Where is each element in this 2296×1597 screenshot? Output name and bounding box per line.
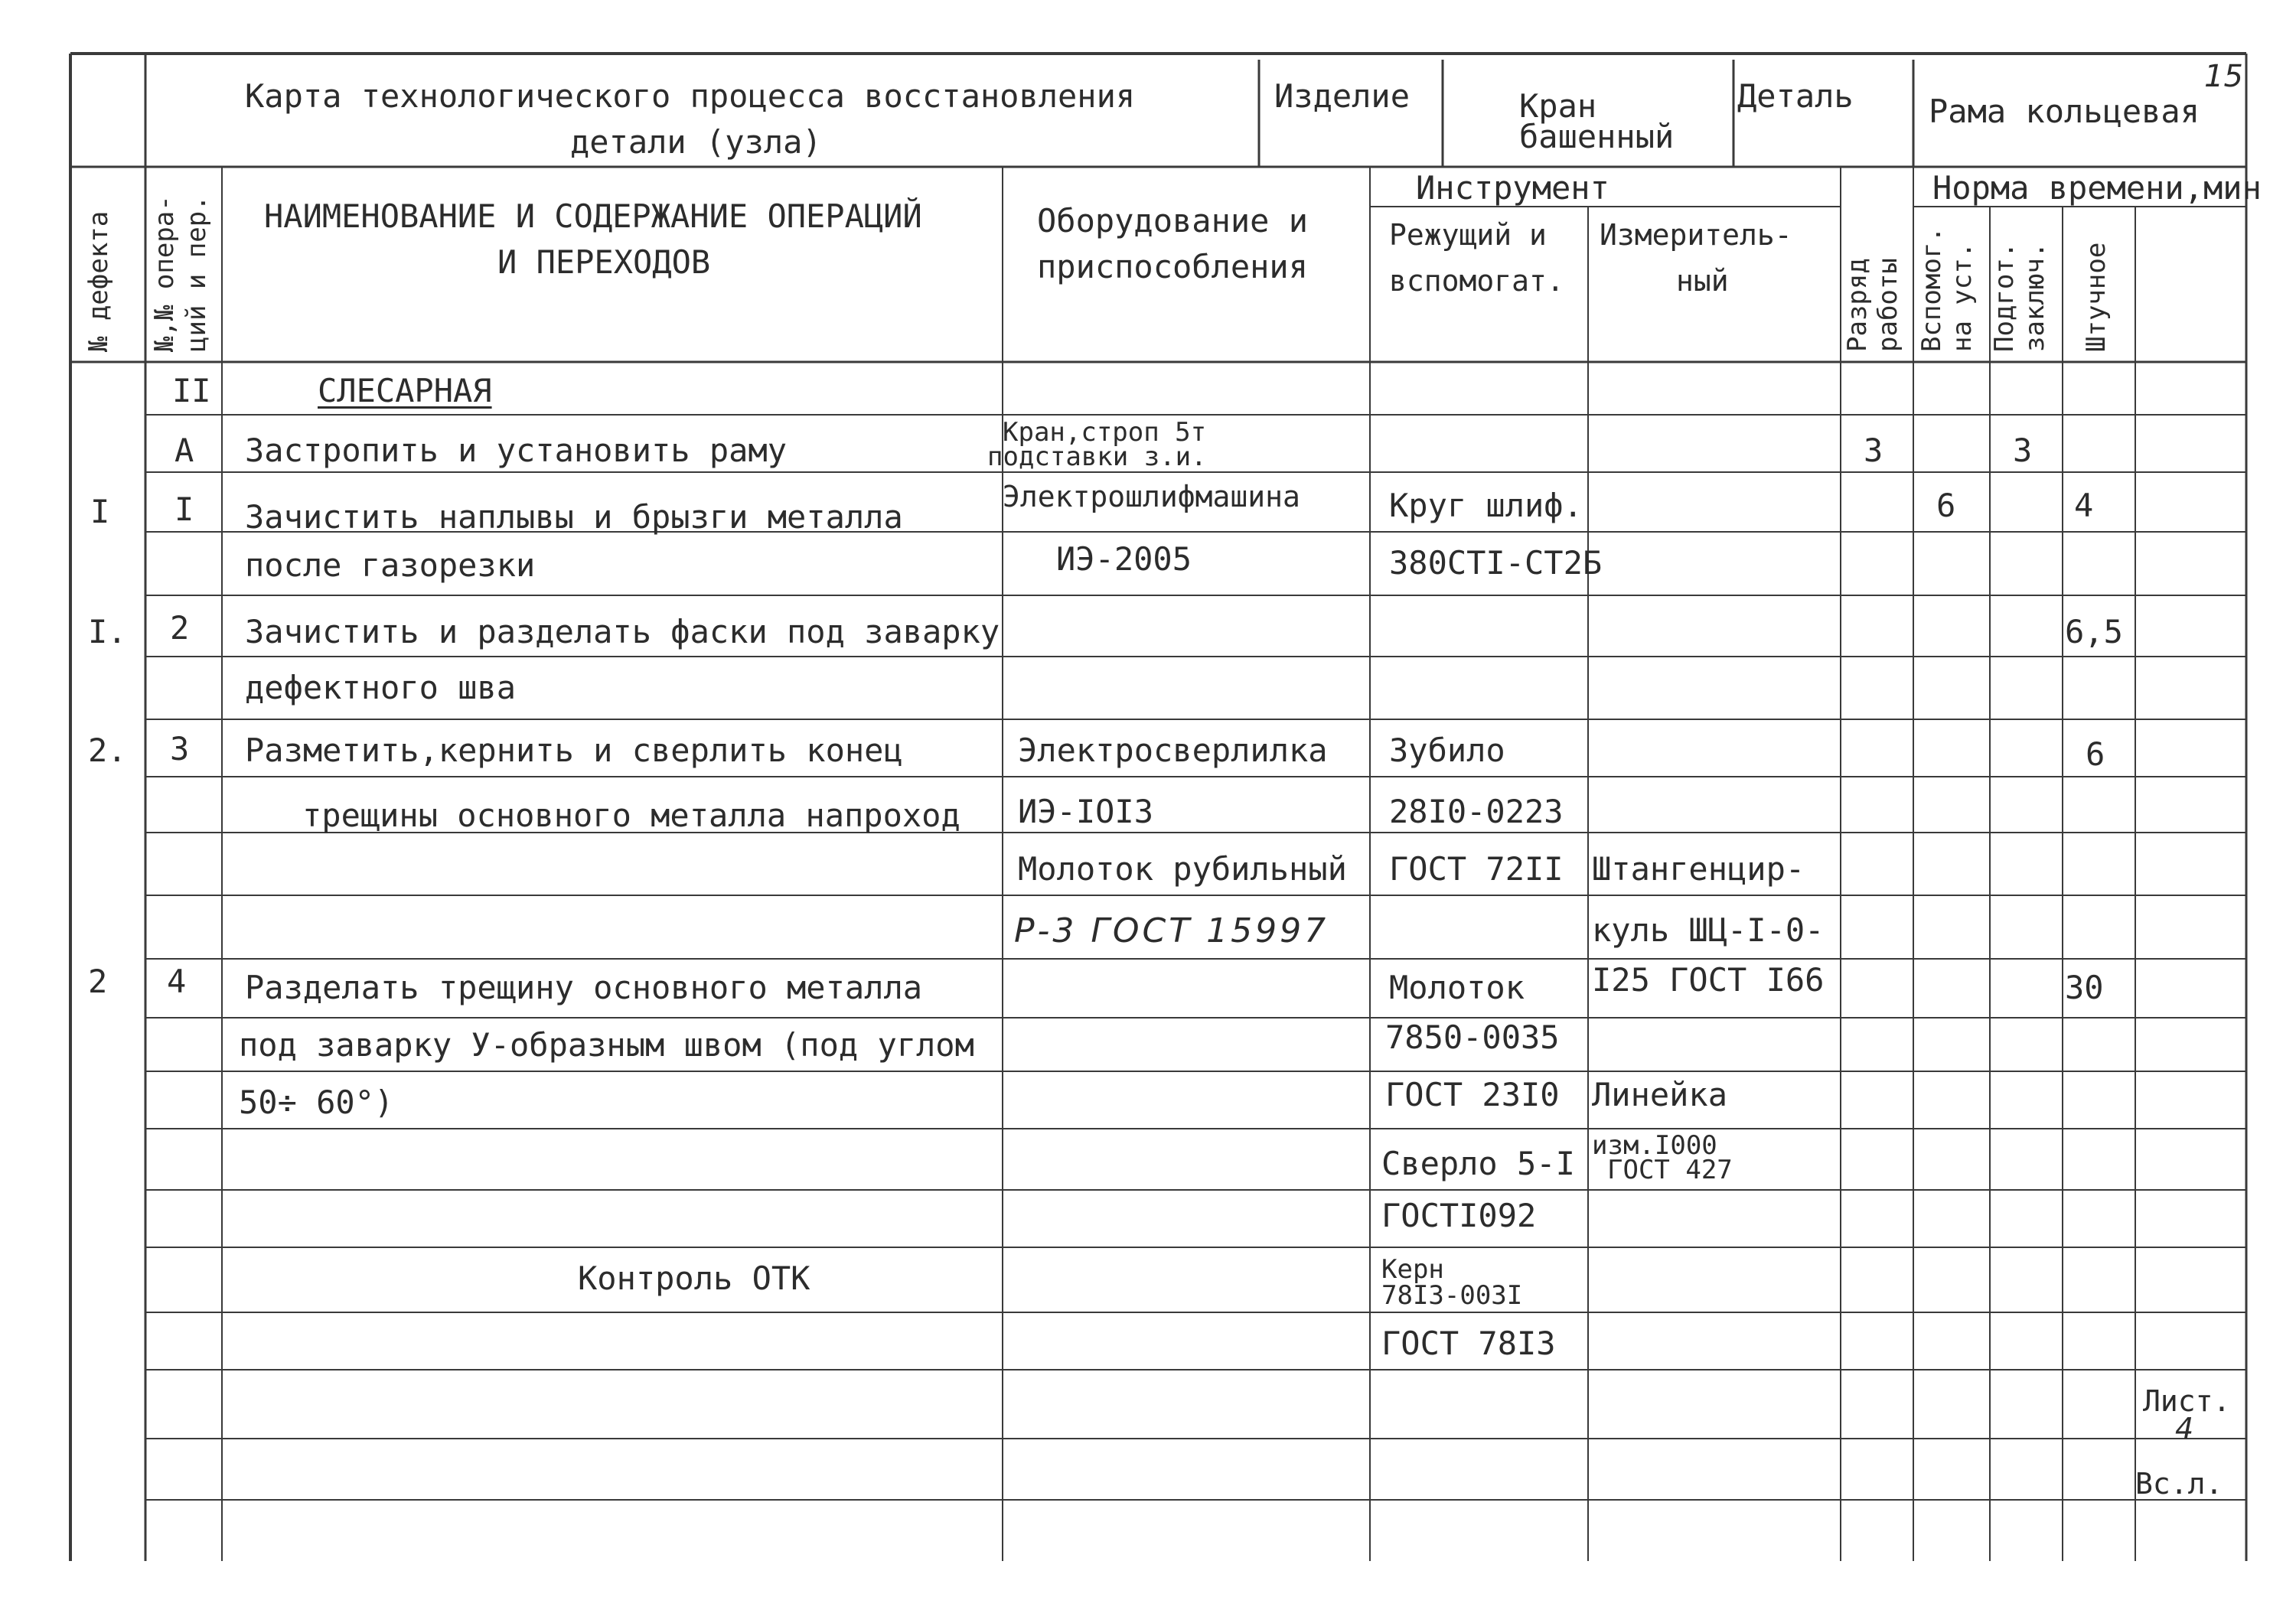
row-measuring-tool: Линейка <box>1592 1076 1728 1113</box>
row-prep-time: 3 <box>2013 432 2033 469</box>
sheet-label: Лист. <box>2143 1384 2231 1418</box>
col-defect-no: № дефекта <box>83 210 114 352</box>
row-cutting-tool: ГОСТ 23I0 <box>1385 1076 1560 1113</box>
row-op: А <box>174 432 194 469</box>
row-cutting-tool-line1: Керн <box>1381 1254 1444 1285</box>
row-equipment: ИЭ-IOI3 <box>1018 793 1154 830</box>
col-piece: Штучное <box>2081 242 2112 352</box>
row-op: 2 <box>170 609 190 647</box>
col-grade-line2: работы <box>1873 258 1903 352</box>
row-name: СЛЕСАРНАЯ <box>318 372 492 409</box>
row-piece-time: 4 <box>2074 487 2094 524</box>
row-op: I <box>174 491 194 528</box>
row-op: 4 <box>167 963 187 1000</box>
row-piece-time: 6,5 <box>2065 613 2123 650</box>
row-cutting-tool: Круг шлиф. <box>1389 487 1583 524</box>
col-equipment-line1: Оборудование и <box>1037 202 1309 240</box>
part-label: Деталь <box>1737 77 1854 115</box>
col-equipment-line2: приспособления <box>1037 248 1309 285</box>
product-label: Изделие <box>1274 77 1411 115</box>
row-cutting-tool: Сверло 5-I <box>1381 1145 1575 1182</box>
row-op: 3 <box>170 730 190 768</box>
row-equipment: Электросверлилка <box>1018 732 1328 769</box>
card-title-line1: Карта технологического процесса восстановления <box>245 77 1136 115</box>
col-prep-line1: Подгот. <box>1989 242 2020 352</box>
row-measuring-tool: куль ШЦ-I-0- <box>1592 911 1825 949</box>
row-piece-time: 6 <box>2086 735 2105 773</box>
total-sheets-label: Вс.л. <box>2135 1467 2223 1501</box>
row-cutting-tool: 28I0-0223 <box>1389 793 1564 830</box>
row-defect: I. <box>88 613 127 650</box>
col-measuring-line2: ный <box>1676 264 1729 298</box>
col-aux-line2: на уст. <box>1947 242 1978 352</box>
row-equipment-line2: подставки з.и. <box>987 442 1207 472</box>
row-name: 50÷ 60°) <box>239 1084 394 1121</box>
row-name: под заварку У-образным швом (под углом <box>239 1026 974 1064</box>
row-defect: 2. <box>88 732 127 769</box>
col-time-group: Норма времени,мин <box>1932 169 2262 207</box>
col-op-no-line1: №,№ опера- <box>149 195 180 352</box>
col-name-line2: И ПЕРЕХОДОВ <box>497 243 711 281</box>
col-tool-group: Инструмент <box>1416 169 1609 207</box>
row-defect: I <box>90 493 110 530</box>
col-name-line1: НАИМЕНОВАНИЕ И СОДЕРЖАНИЕ ОПЕРАЦИЙ <box>264 197 922 235</box>
row-measuring-tool: Штангенцир- <box>1592 850 1805 888</box>
row-name: Контроль ОТК <box>578 1260 810 1297</box>
row-cutting-tool: ГОСТ 78I3 <box>1381 1325 1556 1362</box>
col-grade-line1: Разряд <box>1842 258 1873 352</box>
row-measuring-tool-line1: изм.I000 <box>1592 1130 1717 1161</box>
sheet-number: 4 <box>2175 1412 2194 1445</box>
row-equipment-line1: Кран,строп 5т <box>1003 417 1207 448</box>
row-cutting-tool-line2: 78I3-003I <box>1381 1280 1523 1311</box>
row-name: Разметить,кернить и сверлить конец <box>245 732 903 769</box>
row-name: Разделать трещину основного металла <box>245 969 923 1006</box>
row-op: II <box>172 372 211 409</box>
col-aux-line1: Вспомог. <box>1916 227 1947 352</box>
col-op-no-line2: ций и пер. <box>181 195 212 352</box>
row-defect: 2 <box>88 963 108 1000</box>
row-cutting-tool: ГОСТI092 <box>1381 1197 1537 1234</box>
row-cutting-tool: 380СТI-СТ2Б <box>1389 544 1603 582</box>
row-name: после газорезки <box>245 546 536 584</box>
row-piece-time: 30 <box>2065 969 2104 1006</box>
card-title-line2: детали (узла) <box>570 123 822 161</box>
row-equipment: ИЭ-2005 <box>1056 540 1192 578</box>
col-cutting-line2: вспомогат. <box>1389 264 1564 298</box>
row-cutting-tool: Молоток <box>1389 969 1525 1006</box>
col-measuring-line1: Измеритель- <box>1600 218 1792 252</box>
product-value-line1: Кран <box>1519 87 1597 125</box>
row-name: дефектного шва <box>245 669 517 706</box>
row-name: трещины основного металла напроход <box>302 797 960 834</box>
row-name: Зачистить и разделать фаски под заварку <box>245 613 1000 650</box>
row-equipment-handwritten: Р-3 ГОСТ 15997 <box>1014 911 1329 950</box>
col-cutting-line1: Режущий и <box>1389 218 1547 252</box>
col-prep-line2: заключ. <box>2020 242 2050 352</box>
product-value-line2: башенный <box>1519 118 1675 155</box>
row-equipment: Электрошлифмашина <box>1003 480 1300 513</box>
row-name: Застропить и установить раму <box>245 432 788 469</box>
row-grade: 3 <box>1864 432 1883 469</box>
row-cutting-tool: ГОСТ 72II <box>1389 850 1564 888</box>
row-cutting-tool: 7850-0035 <box>1385 1018 1560 1056</box>
page-number: 15 <box>2204 59 2243 94</box>
row-measuring-tool-line2: ГОСТ 427 <box>1607 1155 1733 1185</box>
row-cutting-tool: Зубило <box>1389 732 1505 769</box>
row-name: Зачистить наплывы и брызги металла <box>245 498 903 536</box>
part-value: Рама кольцевая <box>1929 93 2200 130</box>
row-measuring-tool: I25 ГОСТ I66 <box>1592 961 1825 999</box>
row-equipment: Молоток рубильный <box>1018 850 1347 888</box>
row-aux-time: 6 <box>1936 487 1956 524</box>
